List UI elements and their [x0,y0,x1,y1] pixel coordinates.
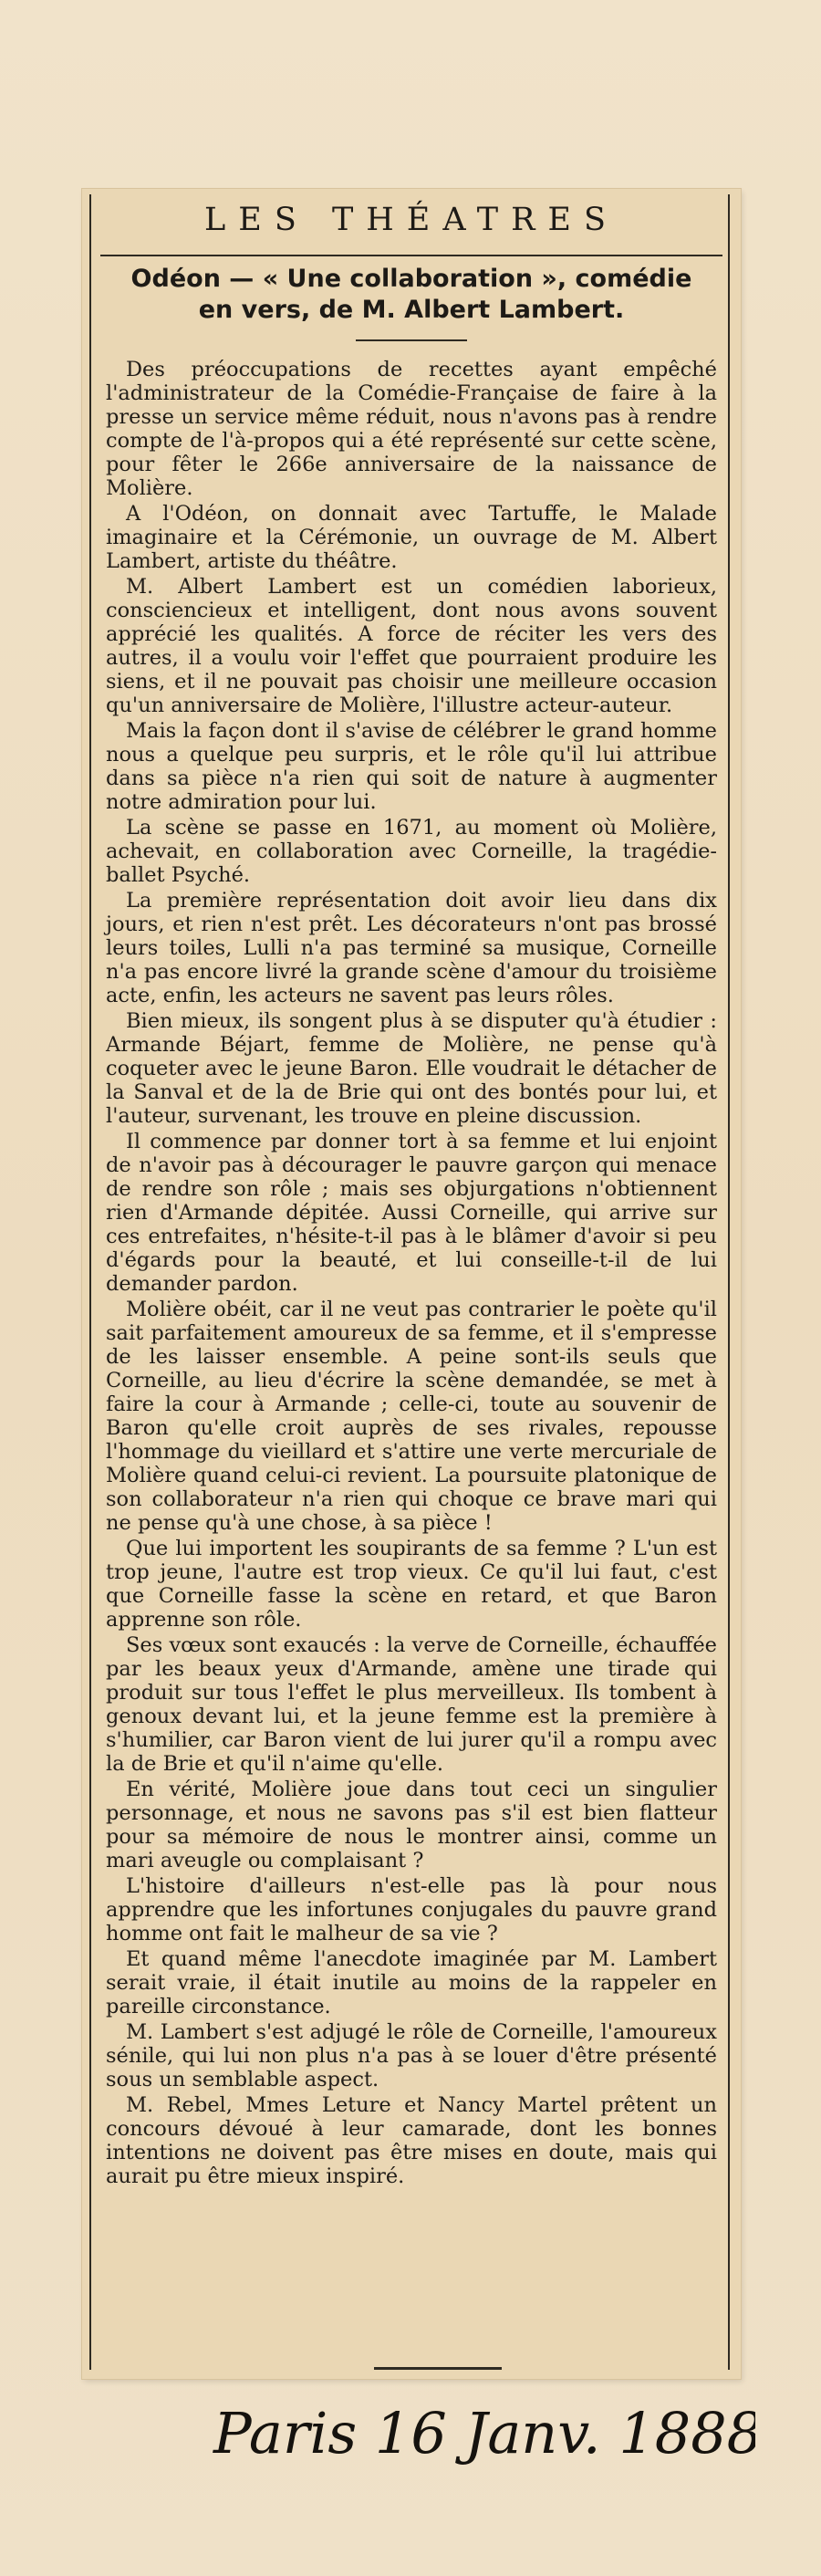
subtitle-line-2: en vers, de M. Albert Lambert. [198,296,625,324]
end-rule [374,2367,502,2370]
paragraph: Il commence par donner tort à sa femme et lui enjoint de n'avoir pas à décourager le pauvre garçon qui menace de rendre son rôle ; mais ses objurgations n'obtiennent rien d'Armande dépitée. Aussi Corneille, qui arrive sur ces entrefaites, n'hésite-t-il pas à le blâmer d'avoir si peu d'égards pour la beauté, et lui conseille-t-il de lui demander pardon. [106,1130,717,1296]
paragraph: Et quand même l'anecdote imaginée par M. Lambert serait vraie, il était inutile au moins de la rappeler en pareille circonstance. [106,1947,717,2018]
section-heading: LES THÉATRES [204,202,618,238]
subtitle-line-1: Odéon — « Une collaboration », comédie [130,265,692,293]
paragraph: Mais la façon dont il s'avise de célébrer le grand homme nous a quelque peu surpris, et le rôle qu'il lui attribue dans sa pièce n'a rien qui soit de nature à augmenter notre admiration pour lui. [106,719,717,814]
newspaper-clipping [82,189,741,2379]
paragraph: A l'Odéon, on donnait avec Tartuffe, le Malade imaginaire et la Cérémonie, un ouvrage de M. Albert Lambert, artiste du théâtre. [106,502,717,573]
paragraph: L'histoire d'ailleurs n'est-elle pas là pour nous apprendre que les infortunes conjugales du pauvre grand homme ont fait le malheur de sa vie ? [106,1874,717,1945]
handwritten-date-ink [208,2382,755,2482]
paragraph: En vérité, Molière joue dans tout ceci un singulier personnage, et nous ne savons pas s'il est bien flatteur pour sa mémoire de nous le montrer ainsi, comme un mari aveugle ou complaisant ? [106,1778,717,1872]
paragraph: Ses vœux sont exaucés : la verve de Corneille, échauffée par les beaux yeux d'Armande, amène une tirade qui produit sur tous l'effet le plus merveilleux. Ils tombent à genoux devant lui, et la jeune femme est la première à s'humilier, car Baron vient de lui jurer qu'il a rompu avec la de Brie et qu'il n'aime qu'elle. [106,1633,717,1776]
column-rule-left [89,194,91,2370]
paragraph: Bien mieux, ils songent plus à se disputer qu'à étudier : Armande Béjart, femme de Molière, ne pense qu'à coqueter avec le jeune Baron. Elle voudrait le détacher de la Sanval et de la de Brie qui ont des bontés pour lui, et l'auteur, survenant, les trouve en pleine discussion. [106,1009,717,1128]
paragraph: M. Lambert s'est adjugé le rôle de Corneille, l'amoureux sénile, qui lui non plus n'a pas à se louer d'être présenté sous un semblable aspect. [106,2020,717,2091]
handwritten-date-text: Paris 16 Janv. 1888. [213,2400,755,2466]
paragraph: Molière obéit, car il ne veut pas contrarier le poète qu'il sait parfaitement amoureux de sa femme, et il s'empresse de les laisser ensemble. A peine sont-ils seuls que Corneille, au lieu d'écrire la scène demandée, se met à faire la cour à Armande ; celle-ci, toute au souvenir de Baron qu'elle croit auprès de ses rivales, repousse l'hommage du vieillard et s'attire une verte mercuriale de Molière quand celui-ci revient. La poursuite platonique de son collaborateur n'a rien qui choque ce brave mari qui ne pense qu'à une chose, à sa pièce ! [106,1298,717,1535]
article-body [106,358,717,2190]
article-subtitle [119,264,704,326]
subtitle-rule [356,339,467,341]
paragraph: La première représentation doit avoir lieu dans dix jours, et rien n'est prêt. Les décorateurs n'ont pas brossé leurs toiles, Lulli n'a pas terminé sa musique, Corneille n'a pas encore livré la grande scène d'amour du troisième acte, enfin, les acteurs ne savent pas leurs rôles. [106,889,717,1007]
paragraph: Des préoccupations de recettes ayant empêché l'administrateur de la Comédie-Française de faire à la presse un service même réduit, nous n'avons pas à rendre compte de l'à-propos qui a été représenté sur cette scène, pour fêter le 266e anniversaire de la naissance de Molière. [106,358,717,500]
handwritten-date-note [208,2382,755,2482]
paragraph: M. Albert Lambert est un comédien laborieux, consciencieux et intelligent, dont nous avons souvent apprécié les qualités. A force de réciter les vers des autres, il a voulu voir l'effet que pourraient produire les siens, et il ne pouvait pas choisir une meilleure occasion qu'un anniversaire de Molière, l'illustre acteur-auteur. [106,575,717,717]
column-rule-right [728,194,730,2370]
heading-rule [100,255,722,256]
paragraph: La scène se passe en 1671, au moment où Molière, achevait, en collaboration avec Corneille, la tragédie-ballet Psyché. [106,816,717,887]
paragraph: M. Rebel, Mmes Leture et Nancy Martel prêtent un concours dévoué à leur camarade, dont les bonnes intentions ne doivent pas être mises en doute, mais qui aurait pu être mieux inspiré. [106,2093,717,2188]
paragraph: Que lui importent les soupirants de sa femme ? L'un est trop jeune, l'autre est trop vieux. Ce qu'il lui faut, c'est que Corneille fasse la scène en retard, et que Baron apprenne son rôle. [106,1537,717,1632]
